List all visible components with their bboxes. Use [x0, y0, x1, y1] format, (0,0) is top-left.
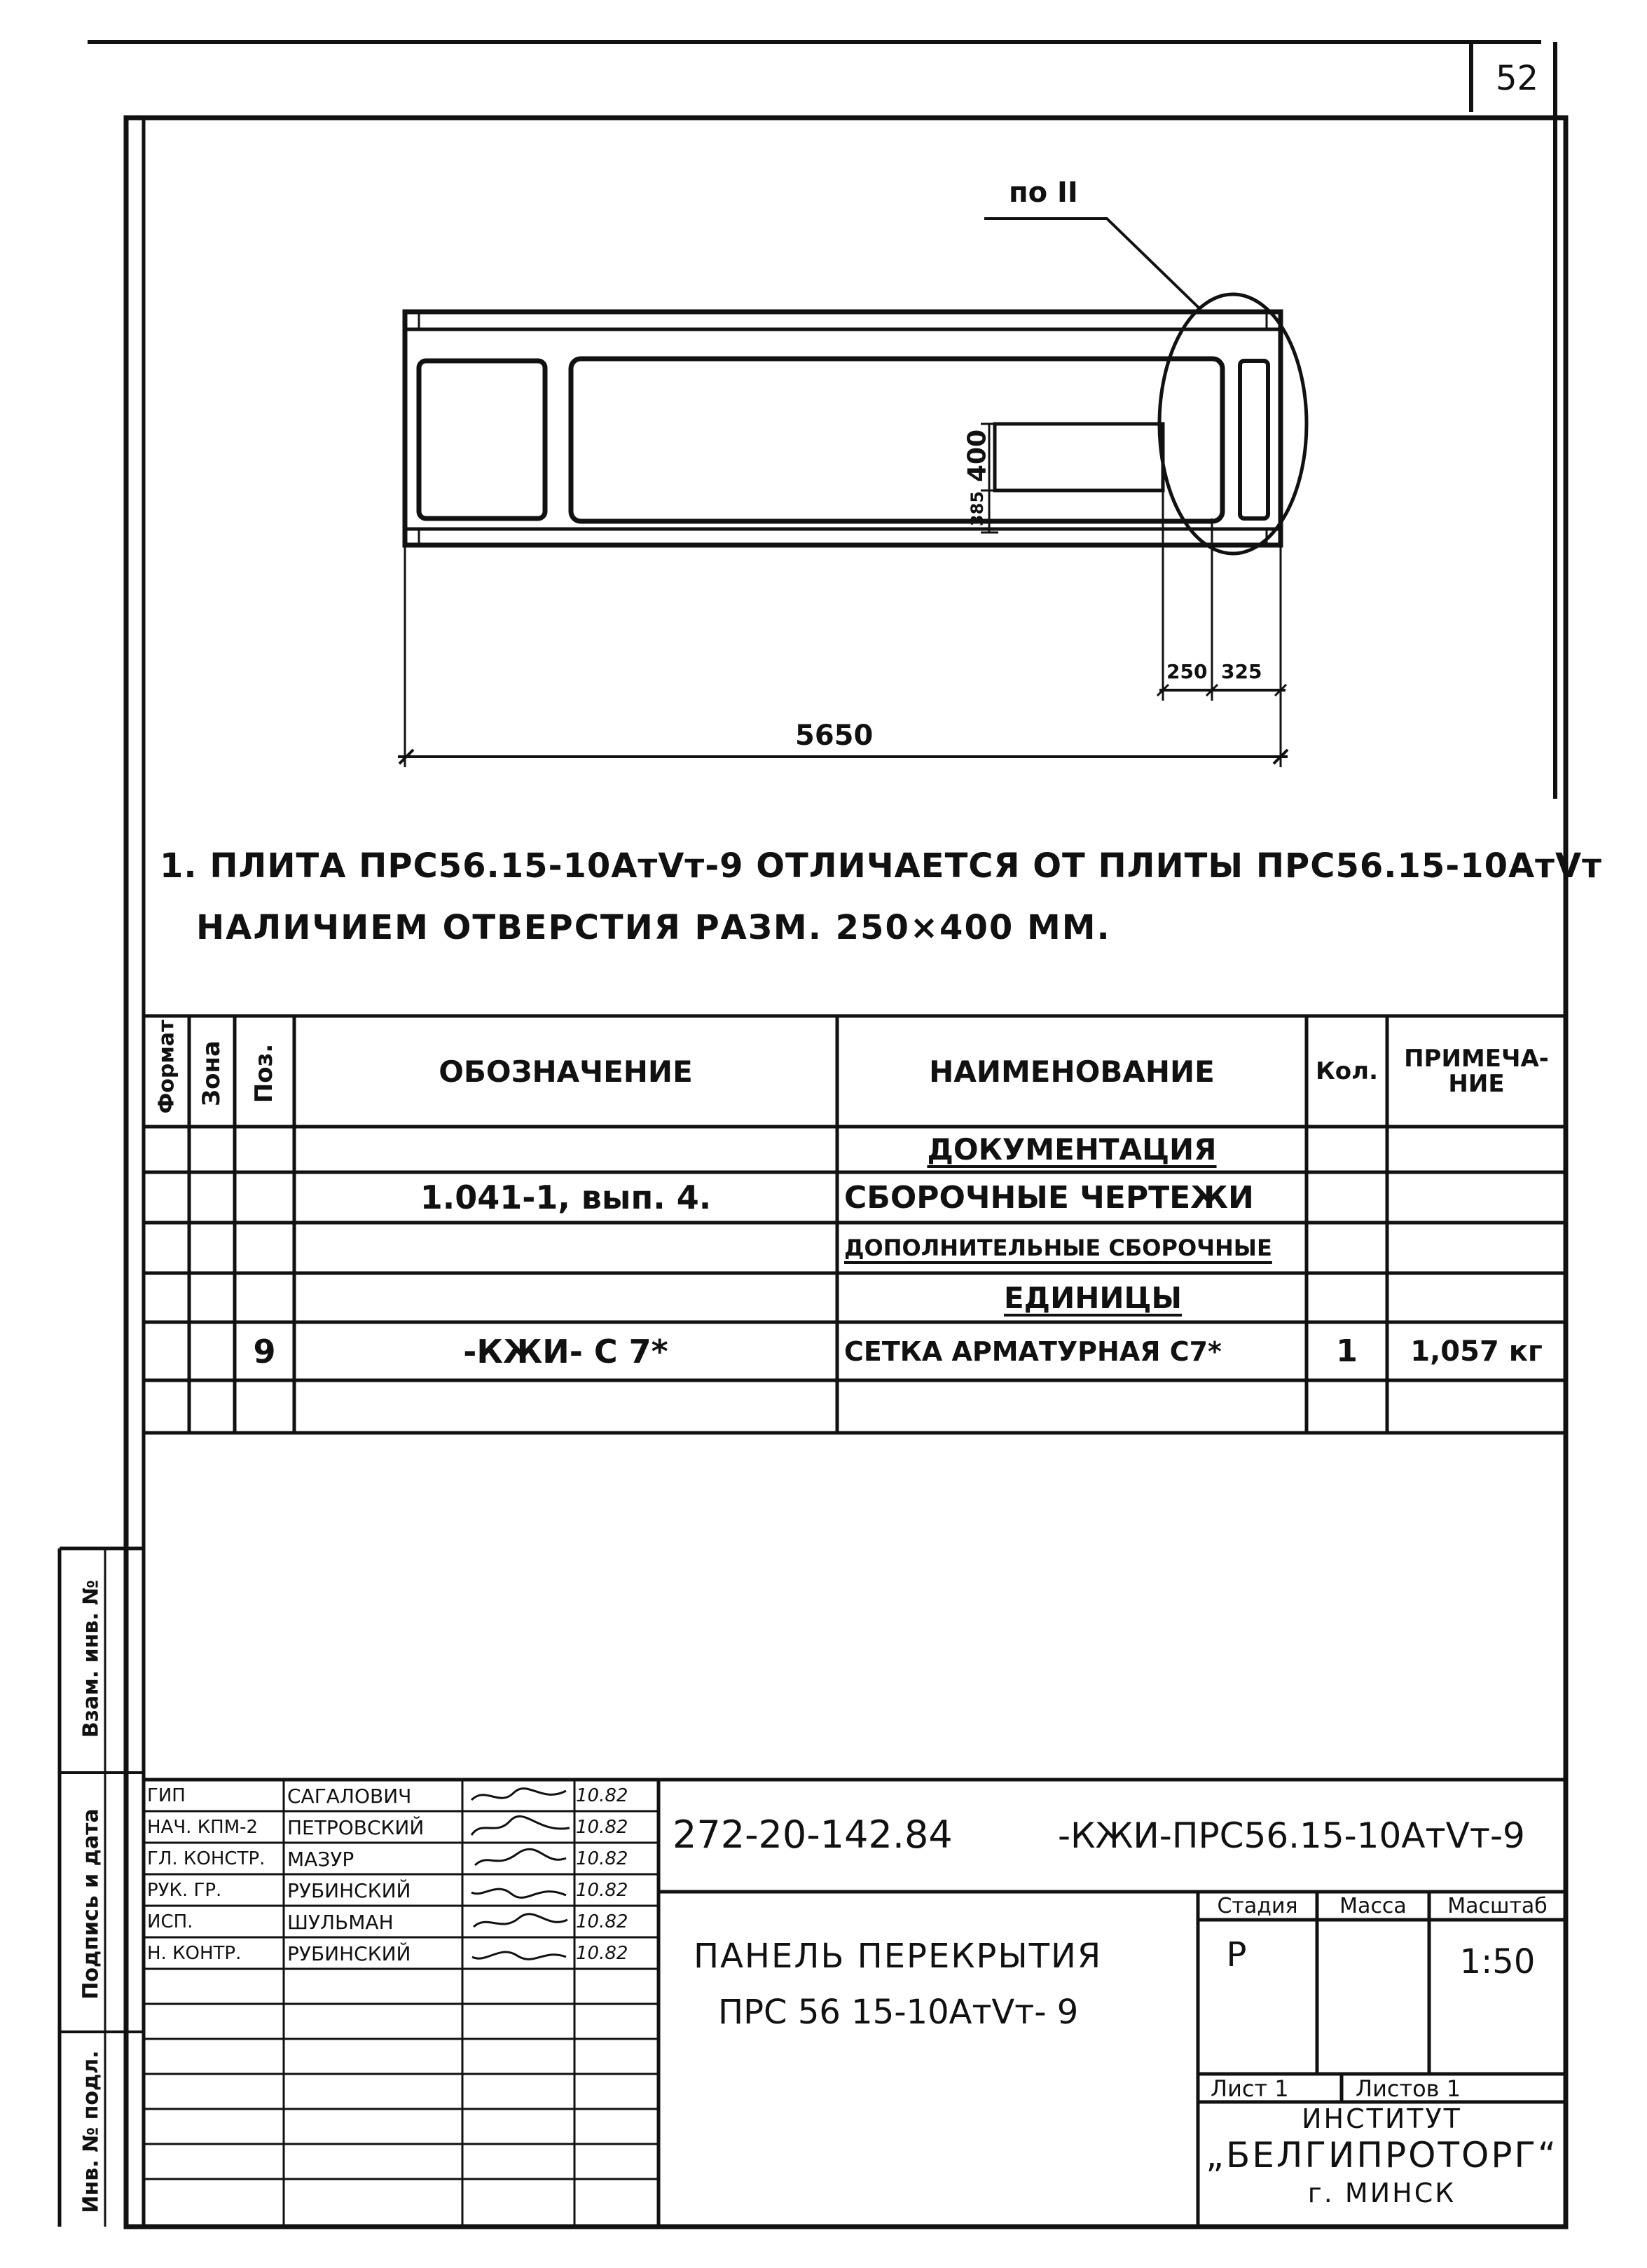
panel-main-cell [571, 359, 1222, 521]
org-line-1: ИНСТИТУТ [1302, 2103, 1462, 2134]
signer-date: 10.82 [576, 1785, 628, 1806]
signer-date: 10.82 [576, 1911, 628, 1932]
header-format: Формат [154, 1019, 179, 1114]
row-4-pos: 9 [253, 1332, 276, 1370]
signature-scribble [468, 1846, 573, 1874]
header-designation: ОБОЗНАЧЕНИЕ [439, 1054, 693, 1089]
detail-ellipse [1159, 294, 1307, 554]
header-qty: Кол. [1316, 1057, 1378, 1085]
signature-scribble [468, 1877, 573, 1905]
dim-rib: 385 [967, 490, 987, 527]
stamp-inv-podl: Инв. № подл. [78, 2050, 104, 2213]
signer-role: НАЧ. КПМ-2 [147, 1817, 259, 1838]
header-note-line2: НИЕ [1448, 1070, 1505, 1098]
stage-value: Р [1226, 1935, 1247, 1974]
row-1-designation: 1.041-1, вып. 4. [420, 1178, 712, 1216]
dim-opening-width: 250 [1166, 660, 1208, 683]
panel-opening [995, 424, 1163, 490]
title-line-1: ПАНЕЛЬ ПЕРЕКРЫТИЯ [694, 1937, 1103, 1976]
signature-scribble [468, 1909, 573, 1937]
signer-name: РУБИНСКИЙ [287, 1942, 411, 1965]
doc-code: 272-20-142.84 [673, 1813, 953, 1857]
dim-overall: 5650 [795, 720, 874, 752]
callout-leader [984, 219, 1199, 308]
row-4-name: СЕТКА АРМАТУРНАЯ С7* [844, 1335, 1222, 1367]
signer-role: Н. КОНТР. [147, 1943, 242, 1964]
stamp-sign-date: Подпись и дата [78, 1808, 104, 2000]
signer-name: РУБИНСКИЙ [287, 1879, 411, 1902]
header-zone: Зона [198, 1040, 226, 1106]
header-name: НАИМЕНОВАНИЕ [929, 1054, 1215, 1089]
callout-label: по II [1009, 177, 1078, 209]
signer-name: МАЗУР [287, 1848, 354, 1871]
row-4-note: 1,057 кг [1410, 1335, 1543, 1368]
note-line-2: НАЛИЧИЕМ ОТВЕРСТИЯ РАЗМ. 250×400 ММ. [196, 908, 1111, 947]
panel-left-cell [419, 361, 545, 518]
signer-date: 10.82 [576, 1848, 628, 1869]
panel-drawing [0, 0, 1647, 806]
row-2-name: ДОПОЛНИТЕЛЬНЫЕ СБОРОЧНЫЕ [844, 1235, 1272, 1261]
title-line-2: ПРС 56 15-10АтVт- 9 [718, 1993, 1079, 2032]
header-note-line1: ПРИМЕЧА- [1404, 1045, 1549, 1073]
signer-role: РУК. ГР. [147, 1880, 222, 1901]
dim-edge: 325 [1221, 660, 1262, 683]
signer-date: 10.82 [576, 1880, 628, 1901]
header-pos: Поз. [250, 1043, 278, 1104]
signer-role: ГИП [147, 1785, 186, 1806]
org-line-3: г. МИНСК [1307, 2178, 1456, 2208]
sheets-label: Листов 1 [1356, 2075, 1461, 2102]
signer-name: САГАЛОВИЧ [287, 1785, 412, 1808]
scale-label: Масштаб [1447, 1893, 1548, 1918]
note-line-1: 1. ПЛИТА ПРС56.15-10АтVт-9 ОТЛИЧАЕТСЯ ОТ ПЛИТЫ ПРС56.15-10АтVт [160, 846, 1602, 886]
stage-label: Стадия [1217, 1893, 1298, 1918]
signature-scribble [468, 1940, 573, 1968]
signer-role: ГЛ. КОНСТР. [147, 1848, 266, 1869]
stamp-inv-no: Взам. инв. № [78, 1579, 104, 1738]
sheet-label: Лист 1 [1211, 2075, 1289, 2102]
row-4-qty: 1 [1336, 1333, 1358, 1369]
panel-right-cell [1240, 361, 1268, 518]
scale-value: 1:50 [1459, 1942, 1536, 1981]
row-3-name: ЕДИНИЦЫ [1003, 1280, 1183, 1315]
panel-outline [405, 312, 1281, 545]
signer-name: ШУЛЬМАН [287, 1911, 394, 1934]
signature-scribble [468, 1814, 573, 1842]
signer-role: ИСП. [147, 1911, 193, 1932]
mass-value [1317, 1920, 1429, 2074]
row-4-designation: -КЖИ- С 7* [463, 1332, 668, 1370]
mass-label: Масса [1339, 1893, 1407, 1918]
row-0-name: ДОКУМЕНТАЦИЯ [927, 1132, 1217, 1167]
signer-date: 10.82 [576, 1943, 628, 1964]
signer-name: ПЕТРОВСКИЙ [287, 1816, 425, 1839]
signature-scribble [468, 1782, 573, 1810]
signer-date: 10.82 [576, 1817, 628, 1838]
org-line-2: „БЕЛГИПРОТОРГ“ [1206, 2135, 1558, 2176]
header-note [1387, 1037, 1566, 1107]
sheet-number: 52 [1496, 59, 1539, 98]
row-1-name: СБОРОЧНЫЕ ЧЕРТЕЖИ [844, 1179, 1254, 1216]
dim-opening-height: 400 [963, 429, 992, 483]
doc-suffix: -КЖИ-ПРС56.15-10АтVт-9 [1058, 1815, 1525, 1856]
